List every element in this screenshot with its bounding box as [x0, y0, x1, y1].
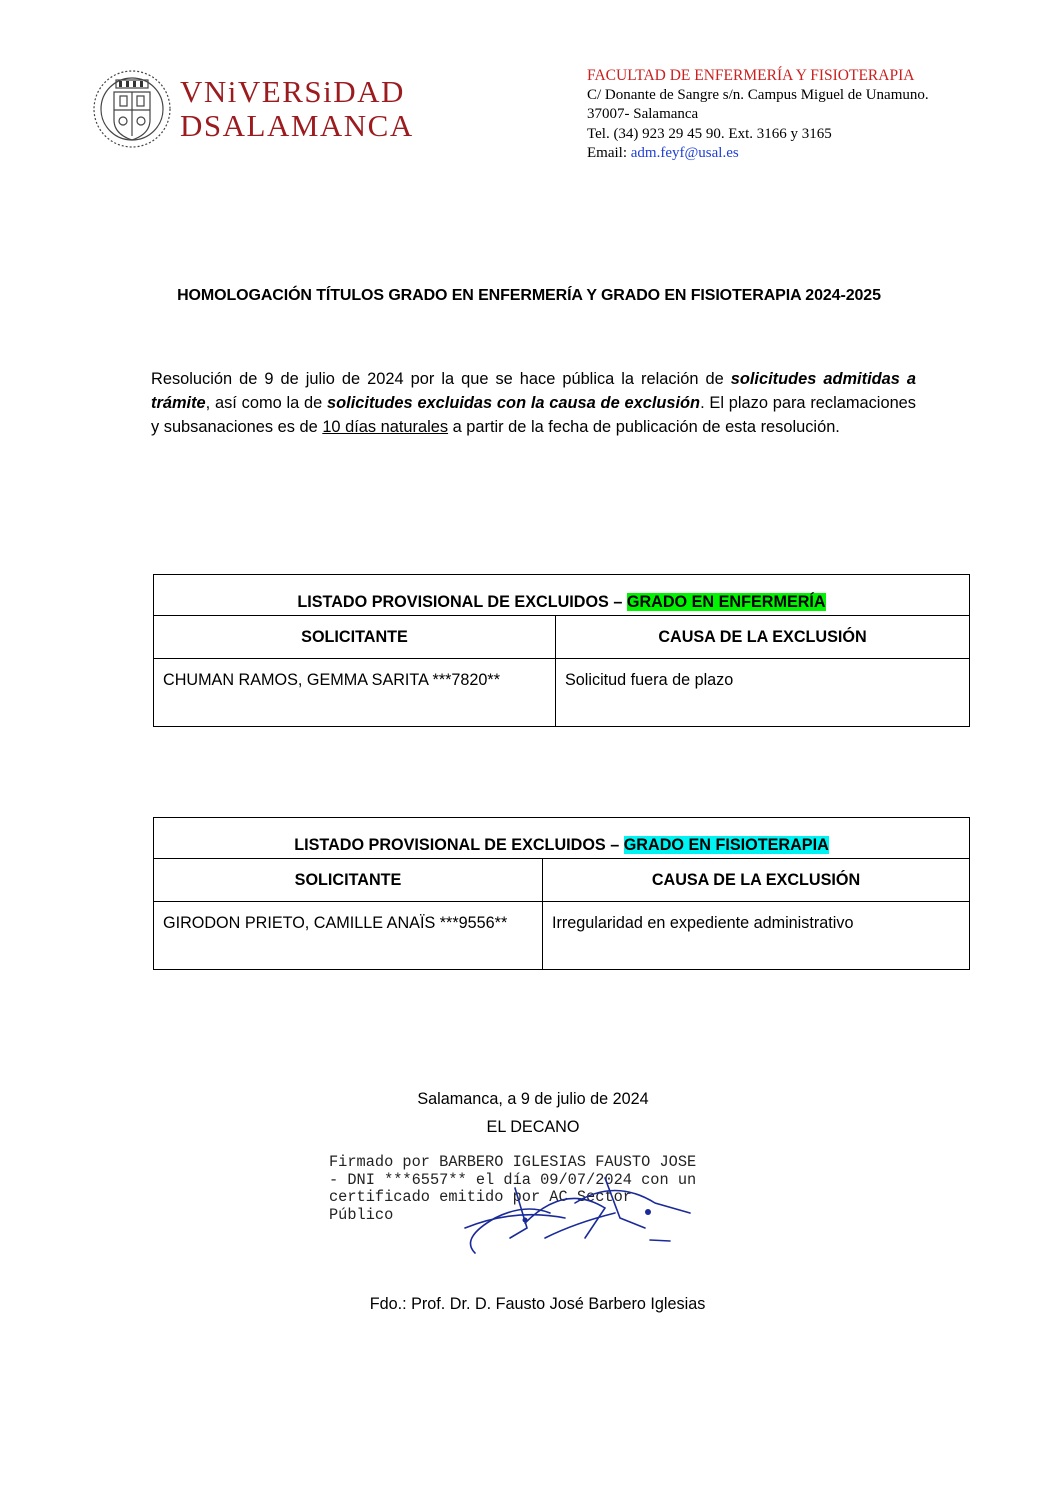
column-header-applicant: SOLICITANTE	[154, 616, 556, 659]
degree-highlight-nursing: GRADO EN ENFERMERÍA	[626, 593, 826, 611]
table-header-row	[154, 859, 970, 902]
resolution-text-2: , así como la de	[205, 394, 328, 413]
faculty-contact-block	[587, 66, 929, 164]
applicant-cell: CHUMAN RAMOS, GEMMA SARITA ***7820**	[154, 659, 556, 727]
cause-cell: Solicitud fuera de plazo	[556, 659, 970, 727]
signature-place-date: Salamanca, a 9 de julio de 2024	[417, 1090, 649, 1108]
email-label: Email:	[587, 145, 627, 161]
logo-wordmark-line2: DSALAMANCA	[180, 108, 414, 143]
resolution-text-1: Resolución de 9 de julio de 2024 por la que se hace pública la relación de	[151, 370, 731, 388]
faculty-name: FACULTAD DE ENFERMERÍA Y FISIOTERAPIA	[587, 67, 915, 84]
resolution-paragraph	[151, 367, 916, 440]
digital-signature-line-3: certificado emitido por AC Sector	[329, 1188, 632, 1206]
table-title-row	[154, 818, 970, 859]
address-line-1: C/ Donante de Sangre s/n. Campus Miguel de Unamuno.	[587, 86, 929, 103]
handwritten-signature	[455, 1168, 705, 1263]
address-line-2: 37007- Salamanca	[587, 106, 699, 122]
resolution-emphasis-excluded: solicitudes excluidas con la causa de exclusión	[327, 394, 701, 413]
document-title: HOMOLOGACIÓN TÍTULOS GRADO EN ENFERMERÍA Y GRADO EN FISIOTERAPIA 2024-2025	[177, 287, 881, 304]
cause-cell: Irregularidad en expediente administrativo	[543, 902, 970, 970]
column-header-cause: CAUSA DE LA EXCLUSIÓN	[543, 859, 970, 902]
digital-signature-line-1: Firmado por BARBERO IGLESIAS FAUSTO JOSE	[329, 1153, 697, 1171]
email-line	[587, 144, 929, 164]
email-link[interactable]: adm.feyf@usal.es	[630, 145, 739, 161]
resolution-text-4: a partir de la fecha de publicación de esta resolución.	[448, 418, 840, 437]
table-title-prefix: LISTADO PROVISIONAL DE EXCLUIDOS –	[294, 836, 624, 854]
digital-signature-line-4: Público	[329, 1205, 394, 1224]
table-row	[154, 902, 970, 970]
excluded-table-nursing	[153, 574, 970, 727]
table-header-row	[154, 616, 970, 659]
phone-line: Tel. (34) 923 29 45 90. Ext. 3166 y 3165	[587, 125, 832, 142]
resolution-emphasis-admitted: solicitudes admitidas a trámite	[151, 370, 916, 413]
digital-signature-line-2: - DNI ***6557** el día 09/07/2024 con un	[329, 1170, 697, 1189]
table-title	[154, 818, 970, 859]
university-seal-icon	[92, 66, 172, 152]
column-header-applicant: SOLICITANTE	[154, 859, 543, 902]
logo-wordmark-line1: VNiVERSiDAD	[180, 74, 405, 109]
resolution-text-3: . El plazo para reclamaciones y subsanaciones es de	[151, 394, 916, 437]
university-logo	[92, 66, 414, 152]
degree-highlight-physiotherapy: GRADO EN FISIOTERAPIA	[623, 836, 829, 854]
signatory-name: Fdo.: Prof. Dr. D. Fausto José Barbero Iglesias	[369, 1295, 706, 1313]
excluded-table-physiotherapy	[153, 817, 970, 970]
table-row	[154, 659, 970, 727]
table-title-prefix: LISTADO PROVISIONAL DE EXCLUIDOS –	[297, 593, 627, 611]
column-header-cause: CAUSA DE LA EXCLUSIÓN	[556, 616, 970, 659]
signature-role: EL DECANO	[486, 1118, 580, 1136]
resolution-deadline: 10 días naturales	[322, 418, 449, 437]
table-title	[154, 575, 970, 616]
applicant-cell: GIRODON PRIETO, CAMILLE ANAÏS ***9556**	[154, 902, 543, 970]
table-title-row	[154, 575, 970, 616]
